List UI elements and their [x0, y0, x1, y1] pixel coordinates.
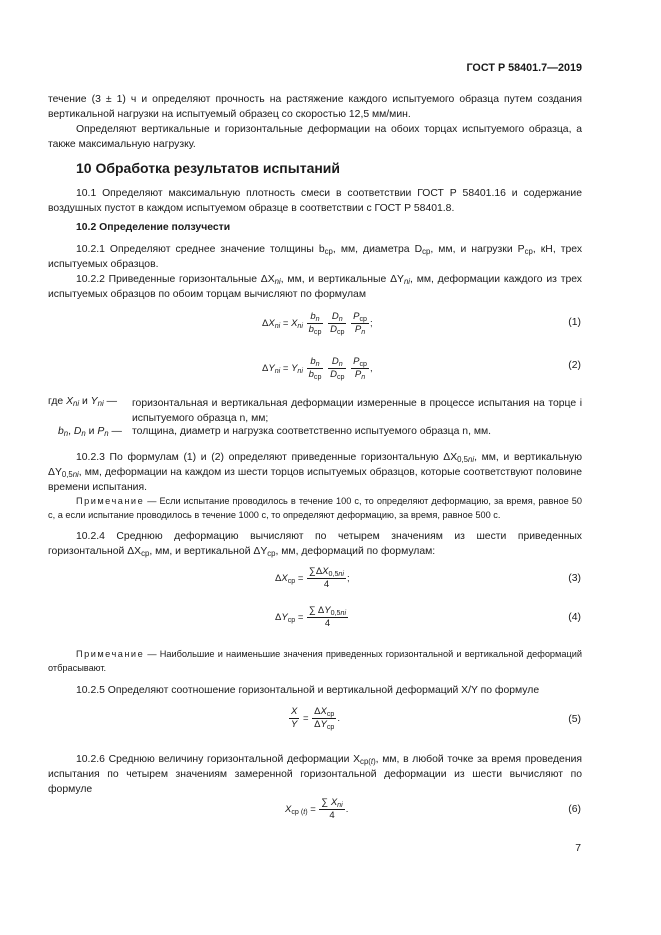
where-description-2: толщина, диаметр и нагрузка соответственно испытуемого образца n, мм.: [132, 426, 492, 437]
paragraph-10-1: 10.1 Определяют максимальную плотность смеси в соответствии ГОСТ Р 58401.16 и содержание воздушных пустот в каждом испытуемом образце в соответствии с ГОСТ Р 58401.8.: [48, 188, 582, 214]
formula-2: $\Delta Y_{ni} = Y_{ni}$ $\frac{b_n}{b_{ср}}$ $\frac{D_n}{D_{ср}}$ $\frac{P_{ср}}{P_n}$ ,: [262, 356, 373, 381]
continued-paragraph: течение (3 ± 1) ч и определяют прочность на растяжение каждого испытуемого образца путем создания вертикальной нагрузки на испытуемый образец со скоростью 12,5 мм/мин.: [48, 94, 582, 120]
formula-3: $\Delta X_{ср}$ = $\frac{\sum\Delta X_{0,5ni}}{4}$ ;: [275, 566, 350, 590]
page-number: 7: [575, 843, 581, 854]
subsection-heading-10-2: 10.2 Определение ползучести: [76, 222, 231, 233]
paragraph-10-2-1: 10.2.1 Определяют среднее значение толщины $b_{ср}$, мм, диаметра $D_{ср}$, мм, и нагрузки $P_{ср}$, кН, трех испытуемых образцов.: [48, 244, 583, 270]
equation-number-3: (3): [568, 573, 581, 584]
equation-number-4: (4): [568, 612, 581, 623]
formula-4: $\Delta Y_{ср}$ = $\frac{\sum \Delta Y_{0,5ni}}{4}$: [275, 605, 347, 629]
paragraph-10-2-4: 10.2.4 Среднюю деформацию вычисляют по четырем значениям из шести приведенных горизонтальной $\Delta X_{ср}$, мм, и вертикальной $\Delta Y_{ср}$, мм, деформаций по формулам:: [48, 531, 582, 558]
paragraph-10-2-3: 10.2.3 По формулам (1) и (2) определяют приведенные горизонтальную $\Delta X_{0,5ni}$, мм, и вертикальную $\Delta Y_{0,5ni}$, мм, деформации на каждом из шести торцов испытуемых образцов, которые соответствуют половине времени испытания.: [48, 452, 582, 493]
where-symbols-2: $b_n$, $D_n$ и $P_n$ —: [58, 426, 122, 438]
equation-number-5: (5): [568, 714, 581, 725]
paragraph-10-2-6: 10.2.6 Среднюю величину горизонтальной деформации $X_{ср(t)}$, мм, в любой точке за время проведения испытания по четырем значениям замеренной горизонтальной деформации из шести вычисляют по формуле: [48, 754, 582, 795]
formula-1: $\Delta X_{ni} = X_{ni}$ $\frac{b_n}{b_{ср}}$ $\frac{D_n}{D_{ср}}$ $\frac{P_{ср}}{P_n}$ ;: [262, 311, 373, 336]
section-heading-10: 10 Обработка результатов испытаний: [76, 160, 341, 176]
equation-number-2: (2): [568, 360, 581, 371]
paragraph-deformations: Определяют вертикальные и горизонтальные деформации на обоих торцах испытуемого образца, а также максимальную нагрузку.: [48, 124, 582, 150]
note-1: Примечание — Если испытание проводилось в течение 100 с, то определяют деформацию, за время, равное 50 с, а если испытание проводилось в течение 1000 с, то определяют деформацию, за время, равное 500 с.: [48, 496, 582, 520]
paragraph-10-2-2: 10.2.2 Приведенные горизонтальные $\Delta X_{ni}$, мм, и вертикальные $\Delta Y_{ni}$, мм, деформации каждого из трех испытуемых образцов по обоим торцам вычисляют по формулам: [48, 274, 582, 300]
formula-6: $X_{ср (t)}$ = $\frac{\sum X_{ni}}{4}$ .: [285, 797, 349, 821]
where-symbols-1: где $X_{ni}$ и $Y_{ni}$ —: [48, 396, 117, 408]
note-2: Примечание — Наибольшие и наименьшие значения приведенных горизонтальной и вертикальной деформаций отбрасывают.: [48, 649, 582, 673]
paragraph-10-2-5: 10.2.5 Определяют соотношение горизонтальной и вертикальной деформаций X/Y по формуле: [76, 685, 540, 696]
equation-number-1: (1): [568, 317, 581, 328]
document-code-header: ГОСТ Р 58401.7—2019: [466, 62, 582, 74]
formula-5: $\frac{X}{Y}$ = $\frac{\Delta X_{ср}}{\Delta Y_{ср}}$ .: [291, 706, 341, 731]
where-description-1: горизонтальная и вертикальная деформации измеренные в процессе испытания на торце i испытуемого образца n, мм;: [132, 398, 582, 424]
equation-number-6: (6): [568, 804, 581, 815]
